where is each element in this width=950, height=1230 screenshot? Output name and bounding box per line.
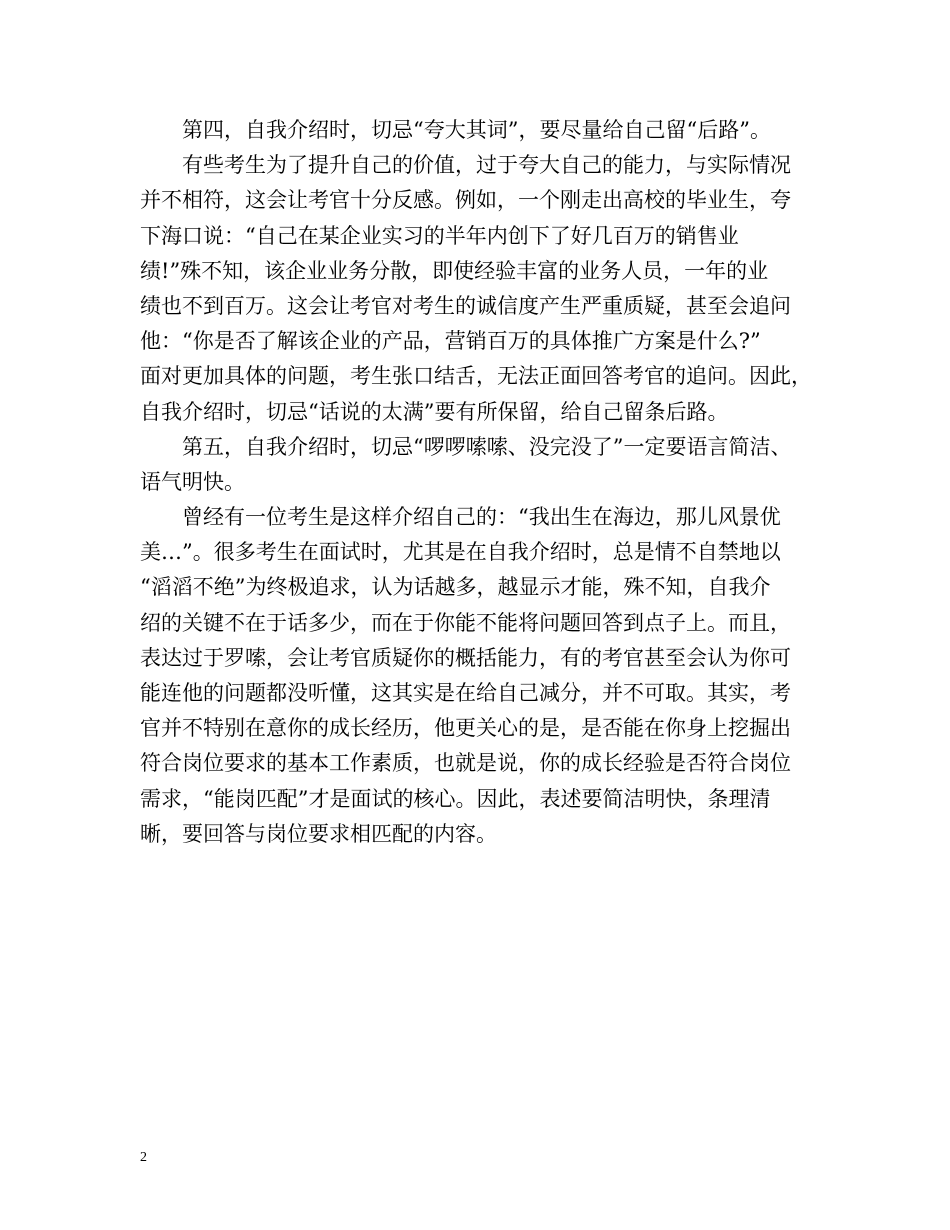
paragraph-line: 并不相符，这会让考官十分反感。例如，一个刚走出高校的毕业生，夸 [140, 188, 791, 213]
paragraph-line: 语气明快。 [140, 469, 245, 494]
paragraph-line: 官并不特别在意你的成长经历，他更关心的是，是否能在你身上挖掘出 [140, 716, 791, 741]
paragraph-line: 绩也不到百万。这会让考官对考生的诚信度产生严重质疑，甚至会追问 [140, 293, 791, 318]
document-body [140, 113, 812, 852]
paragraph-line: 面对更加具体的问题，考生张口结舌，无法正面回答考官的追问。因此， [140, 364, 812, 389]
paragraph-line: 他：“你是否了解该企业的产品，营销百万的具体推广方案是什么?” [140, 329, 761, 354]
paragraph-line: 有些考生为了提升自己的价值，过于夸大自己的能力，与实际情况 [182, 153, 791, 178]
paragraph-line: 能连他的问题都没听懂，这其实是在给自己减分，并不可取。其实，考 [140, 681, 791, 705]
paragraph-line: 自我介绍时，切忌“话说的太满”要有所保留，给自己留条后路。 [140, 399, 729, 424]
paragraph-line: “滔滔不绝”为终极追求，认为话越多，越显示才能，殊不知，自我介 [140, 575, 771, 600]
paragraph-line: 下海口说：“自己在某企业实习的半年内创下了好几百万的销售业 [140, 223, 739, 248]
paragraph-line: 美…”。很多考生在面试时，尤其是在自我介绍时，总是情不自禁地以 [140, 540, 781, 565]
paragraph-line: 符合岗位要求的基本工作素质，也就是说，你的成长经验是否符合岗位 [140, 751, 791, 776]
paragraph-line: 绍的关键不在于话多少，而在于你能不能将问题回答到点子上。而且， [140, 610, 791, 635]
paragraph-line: 表达过于罗嗦，会让考官质疑你的概括能力，有的考官甚至会认为你可 [140, 645, 791, 670]
paragraph-line: 晰，要回答与岗位要求相匹配的内容。 [140, 821, 497, 846]
paragraph-line: 需求，“能岗匹配”才是面试的核心。因此，表述要简洁明快，条理清 [140, 786, 771, 811]
paragraph-line: 绩!”殊不知，该企业业务分散，即使经验丰富的业务人员，一年的业 [140, 258, 769, 283]
paragraph-line: 第五，自我介绍时，切忌“啰啰嗦嗦、没完没了”一定要语言简洁、 [182, 434, 792, 459]
page-number: 2 [140, 1150, 147, 1165]
paragraph-line: 曾经有一位考生是这样介绍自己的：“我出生在海边，那儿风景优 [182, 505, 781, 530]
paragraph-line: 第四，自我介绍时，切忌“夸大其词”，要尽量给自己留“后路”。 [182, 118, 771, 142]
